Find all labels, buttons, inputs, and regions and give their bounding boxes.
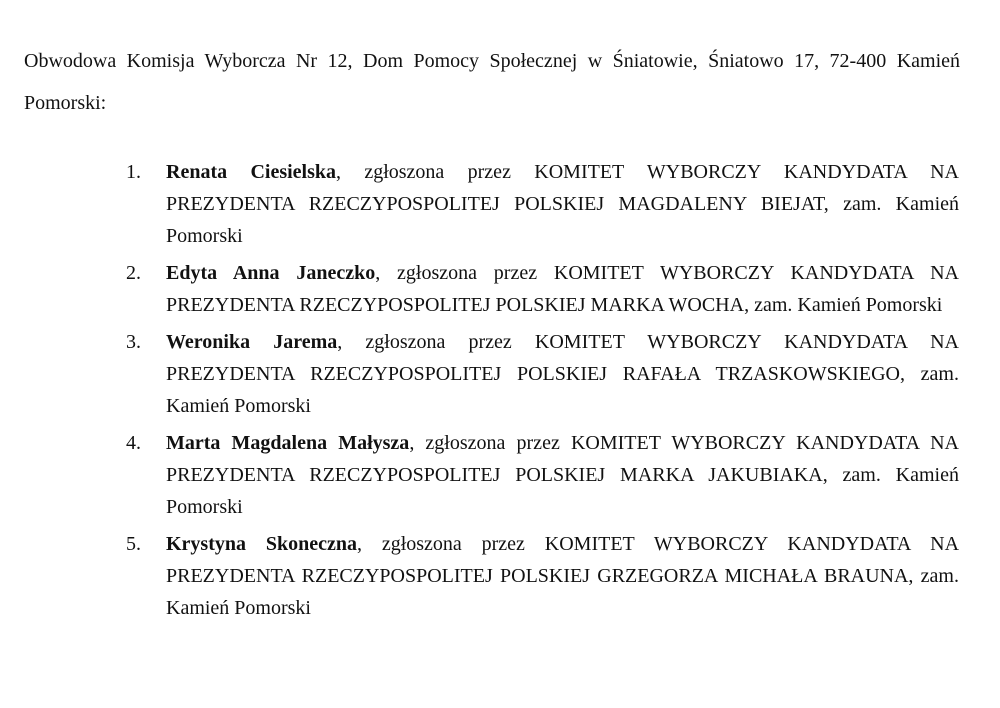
- member-name: Krystyna Skoneczna: [166, 533, 357, 555]
- member-details: , zgłoszona przez KOMITET WYBORCZY KANDYDATA NA PREZYDENTA RZECZYPOSPOLITEJ POLSKIEJ RAFAŁA TRZASKOWSKIEGO, zam. Kamień Pomorski: [166, 331, 959, 417]
- list-item: [0, 326, 959, 422]
- member-details: , zgłoszona przez KOMITET WYBORCZY KANDYDATA NA PREZYDENTA RZECZYPOSPOLITEJ POLSKIEJ GRZEGORZA MICHAŁA BRAUNA, zam. Kamień Pomorski: [166, 533, 960, 619]
- list-number: 5.: [126, 533, 141, 555]
- list-number: 1.: [126, 161, 141, 183]
- list-item-text: [166, 257, 959, 321]
- list-item-text: [166, 326, 959, 422]
- member-name: Weronika Jarema: [166, 331, 338, 353]
- list-item: [0, 528, 959, 624]
- list-number: 2.: [126, 262, 141, 284]
- list-number: 3.: [126, 331, 141, 353]
- list-item-text: [166, 528, 959, 624]
- member-details: , zgłoszona przez KOMITET WYBORCZY KANDYDATA NA PREZYDENTA RZECZYPOSPOLITEJ POLSKIEJ MARKA JAKUBIAKA, zam. Kamień Pomorski: [166, 432, 959, 518]
- list-item: [0, 257, 959, 321]
- list-number: 4.: [126, 432, 141, 454]
- member-list: [0, 156, 1000, 629]
- list-item-text: [166, 427, 959, 523]
- member-name: Marta Magdalena Małysza: [166, 432, 410, 454]
- list-item: [0, 156, 959, 252]
- list-item: [0, 427, 959, 523]
- member-details: , zgłoszona przez KOMITET WYBORCZY KANDYDATA NA PREZYDENTA RZECZYPOSPOLITEJ POLSKIEJ MAGDALENY BIEJAT, zam. Kamień Pomorski: [166, 161, 959, 247]
- commission-heading: Obwodowa Komisja Wyborcza Nr 12, Dom Pomocy Społecznej w Śniatowie, Śniatowo 17, 72-400 Kamień Pomorski:: [24, 50, 960, 114]
- member-name: Edyta Anna Janeczko: [166, 262, 376, 284]
- member-details: , zgłoszona przez KOMITET WYBORCZY KANDYDATA NA PREZYDENTA RZECZYPOSPOLITEJ POLSKIEJ MARKA WOCHA, zam. Kamień Pomorski: [166, 262, 959, 316]
- list-item-text: [166, 156, 959, 252]
- member-name: Renata Ciesielska: [166, 161, 336, 183]
